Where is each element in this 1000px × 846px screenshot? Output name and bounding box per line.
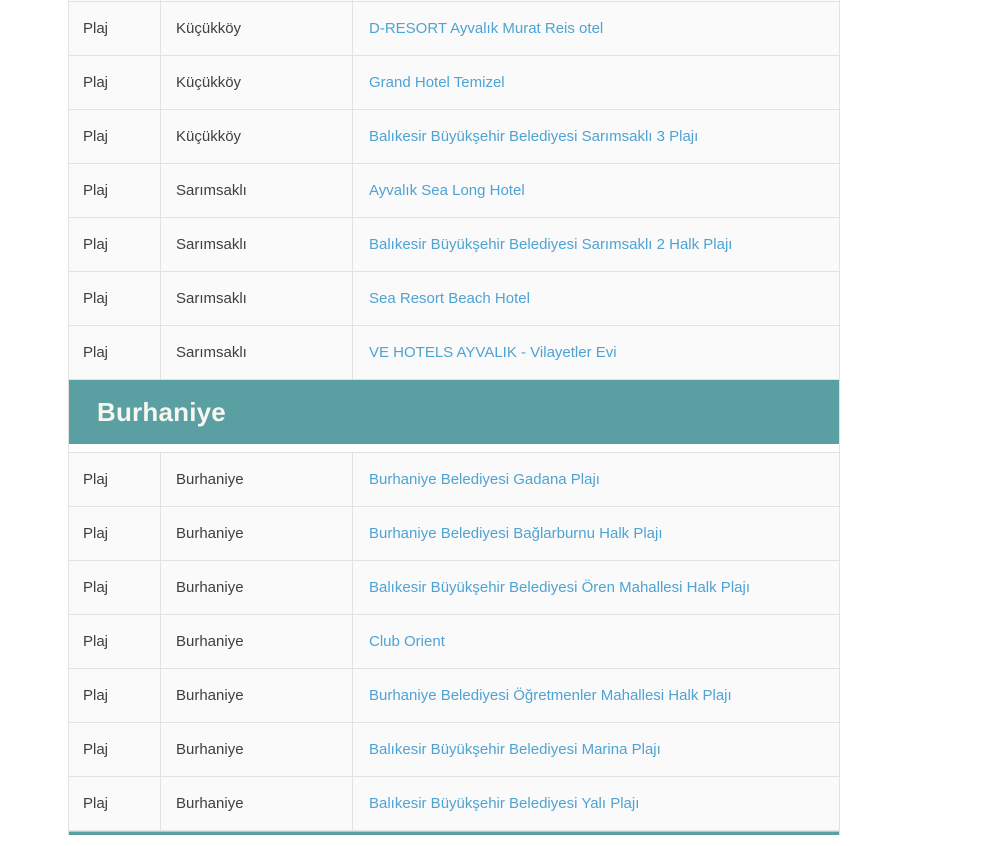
cell-category [69, 56, 161, 109]
cell-category [69, 669, 161, 722]
table-row [69, 2, 839, 56]
category-label: Plaj [83, 471, 109, 488]
category-label: Plaj [83, 795, 109, 812]
table-row [69, 272, 839, 326]
category-label: Plaj [83, 633, 109, 650]
cell-category [69, 453, 161, 506]
cell-beach [353, 2, 839, 55]
cell-beach [353, 218, 839, 271]
category-label: Plaj [83, 344, 109, 361]
cell-category [69, 218, 161, 271]
district-label: Sarımsaklı [176, 236, 247, 253]
cell-category [69, 110, 161, 163]
cell-district [161, 326, 353, 379]
section-rows [69, 2, 839, 380]
district-label: Burhaniye [176, 741, 244, 758]
beach-link[interactable]: Grand Hotel Temizel [369, 74, 505, 91]
cell-district [161, 272, 353, 325]
cell-district [161, 110, 353, 163]
cell-district [161, 453, 353, 506]
beach-link[interactable]: Burhaniye Belediyesi Bağlarburnu Halk Plajı [369, 525, 663, 542]
beach-link[interactable]: Balıkesir Büyükşehir Belediyesi Marina Plajı [369, 741, 661, 758]
table-body [69, 2, 839, 831]
cell-district [161, 218, 353, 271]
cell-category [69, 507, 161, 560]
cell-category [69, 723, 161, 776]
table-row [69, 453, 839, 507]
cell-beach [353, 615, 839, 668]
category-label: Plaj [83, 290, 109, 307]
cell-district [161, 669, 353, 722]
cell-district [161, 164, 353, 217]
category-label: Plaj [83, 20, 109, 37]
cell-beach [353, 561, 839, 614]
cell-category [69, 561, 161, 614]
district-label: Küçükköy [176, 20, 242, 37]
cell-district [161, 723, 353, 776]
cell-beach [353, 110, 839, 163]
district-label: Burhaniye [176, 525, 244, 542]
cell-district [161, 507, 353, 560]
clipped-cell [161, 0, 353, 1]
table-row [69, 561, 839, 615]
district-label: Küçükköy [176, 128, 242, 145]
cell-district [161, 777, 353, 830]
beach-link[interactable]: Balıkesir Büyükşehir Belediyesi Sarımsaklı 3 Plajı [369, 128, 699, 145]
cell-beach [353, 723, 839, 776]
beach-link[interactable]: Balıkesir Büyükşehir Belediyesi Ören Mahallesi Halk Plajı [369, 579, 750, 596]
cell-district [161, 56, 353, 109]
cell-category [69, 777, 161, 830]
district-label: Burhaniye [176, 579, 244, 596]
cell-category [69, 2, 161, 55]
beach-link[interactable]: Club Orient [369, 633, 445, 650]
category-label: Plaj [83, 525, 109, 542]
cell-district [161, 2, 353, 55]
district-label: Burhaniye [176, 471, 244, 488]
category-label: Plaj [83, 741, 109, 758]
cell-category [69, 615, 161, 668]
clipped-cell [353, 0, 839, 1]
table-row [69, 507, 839, 561]
beach-link[interactable]: Ayvalık Sea Long Hotel [369, 182, 525, 199]
table-row [69, 56, 839, 110]
table-row [69, 218, 839, 272]
cell-category [69, 326, 161, 379]
district-label: Burhaniye [176, 795, 244, 812]
district-label: Sarımsaklı [176, 182, 247, 199]
category-label: Plaj [83, 579, 109, 596]
cell-beach [353, 326, 839, 379]
table-row [69, 669, 839, 723]
cell-beach [353, 453, 839, 506]
beach-link[interactable]: Balıkesir Büyükşehir Belediyesi Yalı Plajı [369, 795, 640, 812]
section-rows [69, 452, 839, 831]
table-row [69, 615, 839, 669]
beach-link[interactable]: Burhaniye Belediyesi Öğretmenler Mahallesi Halk Plajı [369, 687, 732, 704]
section-header-label: Burhaniye [97, 396, 226, 427]
cell-beach [353, 272, 839, 325]
cell-beach [353, 507, 839, 560]
cell-beach [353, 56, 839, 109]
table-row [69, 164, 839, 218]
category-label: Plaj [83, 687, 109, 704]
cell-category [69, 272, 161, 325]
cell-district [161, 561, 353, 614]
next-section-header-partial [69, 831, 839, 835]
table-row [69, 723, 839, 777]
beaches-table [68, 0, 840, 835]
section-header [69, 380, 839, 444]
cell-district [161, 615, 353, 668]
cell-beach [353, 777, 839, 830]
category-label: Plaj [83, 236, 109, 253]
district-label: Burhaniye [176, 633, 244, 650]
table-row [69, 110, 839, 164]
cell-beach [353, 669, 839, 722]
cell-beach [353, 164, 839, 217]
beach-link[interactable]: VE HOTELS AYVALIK - Vilayetler Evi [369, 344, 617, 361]
district-label: Sarımsaklı [176, 290, 247, 307]
clipped-cell [69, 0, 161, 1]
district-label: Sarımsaklı [176, 344, 247, 361]
table-row [69, 326, 839, 380]
category-label: Plaj [83, 74, 109, 91]
beach-link[interactable]: D-RESORT Ayvalık Murat Reis otel [369, 20, 604, 37]
category-label: Plaj [83, 182, 109, 199]
district-label: Burhaniye [176, 687, 244, 704]
beach-link[interactable]: Burhaniye Belediyesi Gadana Plajı [369, 471, 600, 488]
table-row [69, 777, 839, 831]
beach-link[interactable]: Sea Resort Beach Hotel [369, 290, 530, 307]
cell-category [69, 164, 161, 217]
beach-link[interactable]: Balıkesir Büyükşehir Belediyesi Sarımsaklı 2 Halk Plajı [369, 236, 733, 253]
district-label: Küçükköy [176, 74, 242, 91]
category-label: Plaj [83, 128, 109, 145]
